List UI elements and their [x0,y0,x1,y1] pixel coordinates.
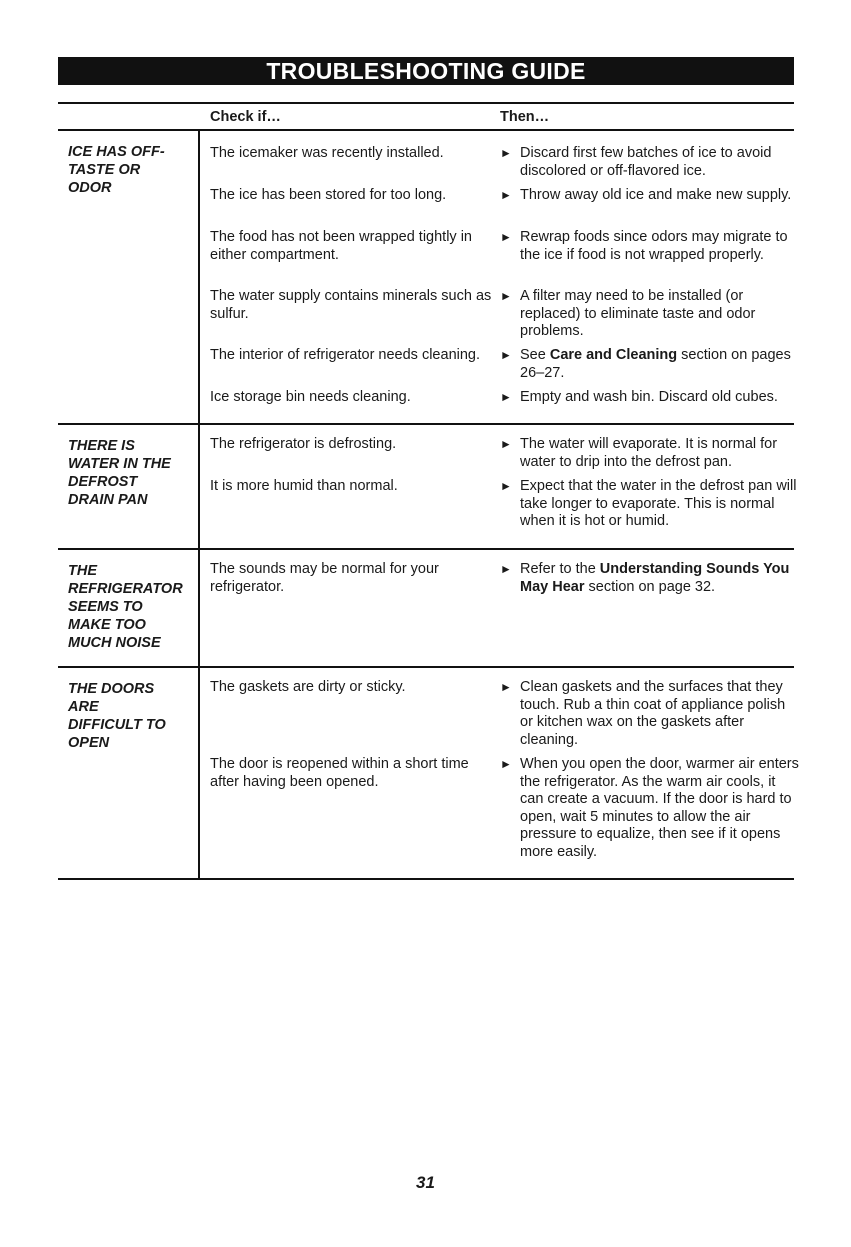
cause-text: The refrigerator is defrosting. [210,436,397,452]
remedy: ► Discard first few batches of ice to avoid discolored or off-flavored ice. [500,145,772,179]
section-defrost-pan [58,425,797,550]
problem-title: THERE IS WATER IN THE DEFROST DRAIN PAN [68,438,171,508]
remedy: ► Expect that the water in the defrost pan will take longer to evaporate. This is normal when it is hot or humid. [500,478,797,529]
arrow-right-icon: ► [500,562,512,576]
arrow-right-icon: ► [500,437,512,451]
remedy: ► Refer to the Understanding Sounds You May Hear section on page 32. [500,561,790,595]
remedy: ► Throw away old ice and make new supply. [500,187,792,203]
cause-text: The interior of refrigerator needs cleaning. [210,347,481,363]
cause-text: The food has not been wrapped tightly in either compartment. [210,229,472,263]
arrow-right-icon: ► [500,390,512,404]
cross-reference: Care and Cleaning [549,347,678,363]
remedy: ► See Care and Cleaning section on pages 26–27. [500,347,791,381]
remedy: ► When you open the door, warmer air enters the refrigerator. As the warm air cools, it can create a vacuum. If the door is hard to open, wait 5 minutes to allow the air pressure to equalize, then see if it opens more easily. [500,756,799,860]
column-header-check: Check if… [210,109,281,125]
cause-text: The water supply contains minerals such as sulfur. [210,288,492,322]
column-divider [198,425,200,548]
arrow-right-icon: ► [500,348,512,362]
page-number: 31 [416,1173,435,1192]
cause-text: It is more humid than normal. [210,478,398,494]
column-header-then: Then… [500,109,550,125]
cause-text: The ice has been stored for too long. [210,187,447,203]
remedy: ► The water will evaporate. It is normal for water to drip into the defrost pan. [500,436,778,470]
remedy: ► Rewrap foods since odors may migrate to the ice if food is not wrapped properly. [500,229,788,263]
arrow-right-icon: ► [500,230,512,244]
remedy: ► Empty and wash bin. Discard old cubes. [500,389,778,405]
arrow-right-icon: ► [500,146,512,160]
cause-text: Ice storage bin needs cleaning. [210,389,411,405]
section-ice-odor [58,131,794,425]
cause-text: The gaskets are dirty or sticky. [210,679,406,695]
cause-text: The door is reopened within a short time after having been opened. [210,756,469,790]
arrow-right-icon: ► [500,289,512,303]
remedy: ► A filter may need to be installed (or replaced) to eliminate taste and odor problems. [500,288,756,339]
cause-text: The sounds may be normal for your refrigerator. [210,561,439,595]
arrow-right-icon: ► [500,757,512,771]
section-noise [58,550,794,668]
page-title: TROUBLESHOOTING GUIDE [58,57,794,85]
cause-text: The icemaker was recently installed. [210,145,444,161]
arrow-right-icon: ► [500,188,512,202]
table-header [58,102,794,131]
cross-reference: Understanding Sounds You May Hear [520,561,790,595]
arrow-right-icon: ► [500,479,512,493]
remedy: ► Clean gaskets and the surfaces that they touch. Rub a thin coat of appliance polish or kitchen wax on the gaskets after cleaning. [500,679,786,748]
section-doors [58,668,799,880]
arrow-right-icon: ► [500,680,512,694]
problem-title: THE DOORS ARE DIFFICULT TO OPEN [68,681,166,751]
column-divider [198,550,200,666]
problem-title: ICE HAS OFF- TASTE OR ODOR [68,144,165,196]
problem-title: THE REFRIGERATOR SEEMS TO MAKE TOO MUCH NOISE [68,563,183,651]
column-divider [198,131,200,423]
column-divider [198,668,200,878]
